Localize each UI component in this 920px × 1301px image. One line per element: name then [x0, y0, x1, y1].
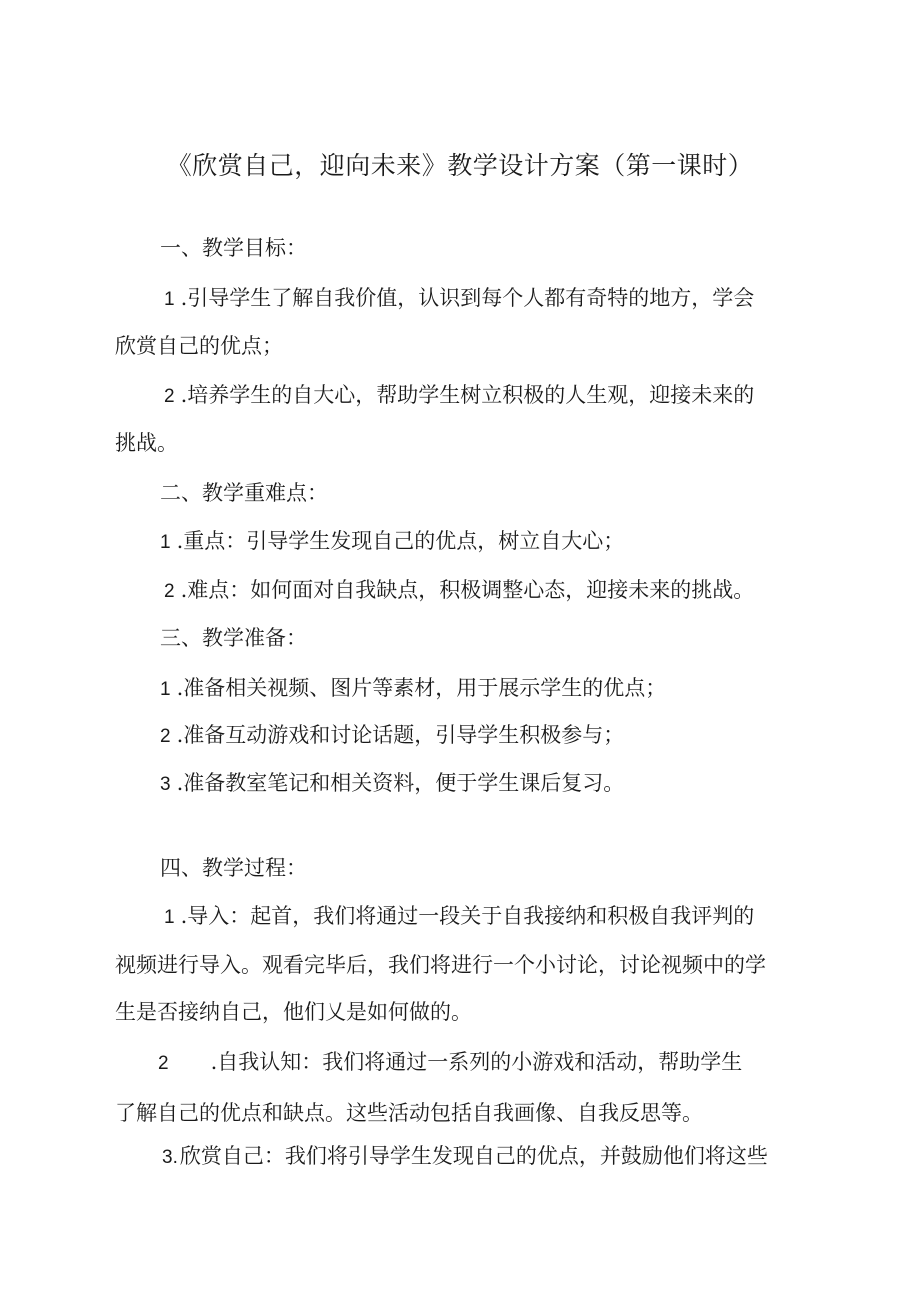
item-number: 1 [164, 289, 175, 310]
item-text: .培养学生的自大心，帮助学生树立积极的人生观，迎接未来的 [180, 383, 755, 407]
item-number: 1 [164, 907, 175, 928]
preparation-item-1 [160, 673, 666, 705]
section-heading-process: 四、教学过程： [160, 856, 307, 880]
process-item-1 [164, 901, 754, 933]
item-text: .准备教室笔记和相关资料，便于学生课后复习。 [176, 771, 625, 795]
process-item-3 [162, 1141, 768, 1173]
item-number: 2 [164, 581, 175, 602]
item-text: .难点：如何面对自我缺点，积极调整心态，迎接未来的挑战。 [180, 578, 755, 602]
objective-item-1 [164, 283, 754, 315]
preparation-item-3 [160, 768, 624, 800]
key-point-item-1 [160, 526, 624, 558]
item-number: 1 [160, 532, 171, 553]
item-number: 2 [158, 1053, 169, 1074]
process-item-2 [158, 1047, 742, 1079]
section-heading-objectives: 一、教学目标： [160, 236, 307, 260]
objective-item-1-cont: 欣赏自己的优点； [115, 334, 283, 358]
item-number: 1 [160, 679, 171, 700]
process-item-1-cont-1: 视频进行导入。观看完毕后，我们将进行一个小讨论，讨论视频中的学 [115, 953, 766, 977]
item-text: .自我认知：我们将通过一系列的小游戏和活动，帮助学生 [210, 1050, 743, 1074]
item-number: 2 [164, 386, 175, 407]
item-text: 欣赏自己：我们将引导学生发现自己的优点，并鼓励他们将这些 [179, 1144, 768, 1168]
item-text: .导入：起首，我们将通过一段关于自我接纳和积极自我评判的 [180, 904, 755, 928]
item-number: 2 [160, 726, 171, 747]
section-heading-preparation: 三、教学准备： [160, 626, 307, 650]
preparation-item-2 [160, 720, 624, 752]
objective-item-2 [164, 380, 754, 412]
process-item-2-cont: 了解自己的优点和缺点。这些活动包括自我画像、自我反思等。 [115, 1101, 703, 1125]
page-title: 《欣赏自己，迎向未来》教学设计方案（第一课时） [166, 151, 754, 180]
item-number: 3 [160, 774, 171, 795]
item-text: .重点：引导学生发现自己的优点，树立自大心； [176, 529, 625, 553]
item-text: .准备相关视频、图片等素材，用于展示学生的优点； [176, 676, 667, 700]
process-item-1-cont-2: 生是否接纳自己，他们乂是如何做的。 [115, 1000, 472, 1024]
item-text: .引导学生了解自我价值，认识到每个人都有奇特的地方，学会 [180, 286, 755, 310]
section-heading-key-points: 二、教学重难点： [160, 481, 328, 505]
item-text: .准备互动游戏和讨论话题，引导学生积极参与； [176, 723, 625, 747]
item-number: 3. [162, 1147, 178, 1168]
objective-item-2-cont: 挑战。 [115, 431, 178, 455]
key-point-item-2 [164, 575, 754, 607]
